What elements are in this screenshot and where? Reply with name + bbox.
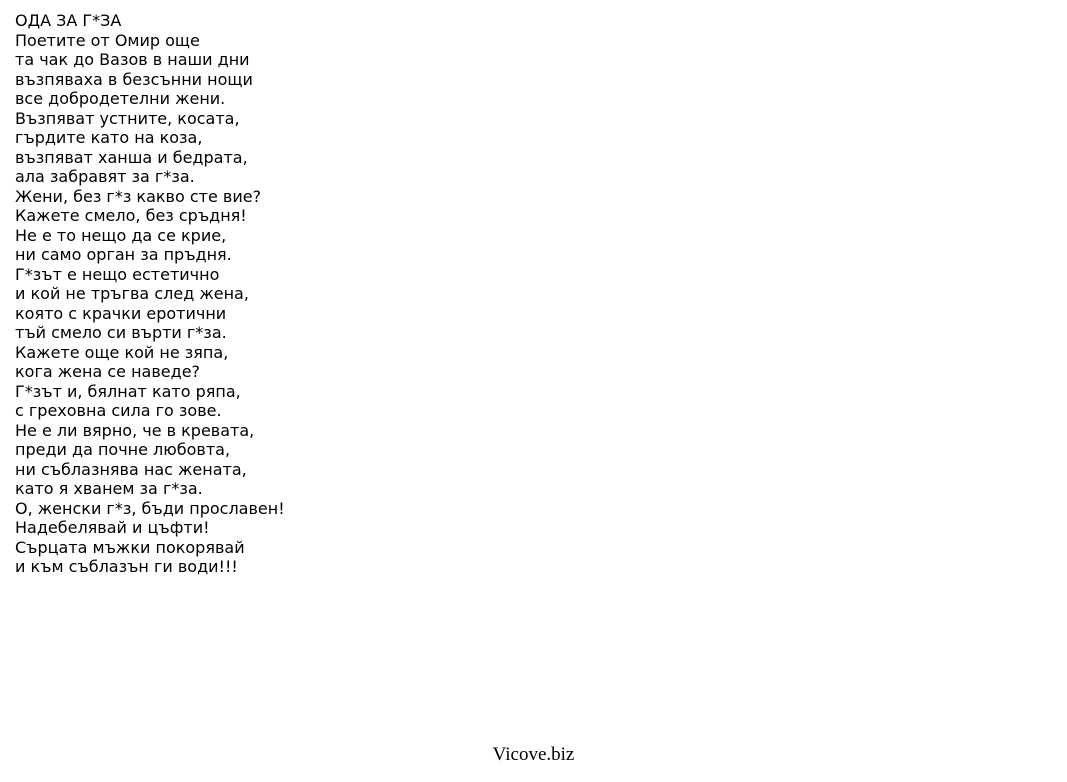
poem <box>15 11 285 577</box>
poem-line: преди да почне любовта, <box>15 440 231 459</box>
poem-line: Г*зът и, бялнат като ряпа, <box>15 381 241 401</box>
poem-line: която с крачки еротични <box>15 303 227 323</box>
poem-line: ни съблазнява нас жената, <box>15 459 247 479</box>
poem-line: тъй смело си върти г*за. <box>15 323 227 342</box>
poem-line: с греховна сила го зове. <box>15 401 222 420</box>
poem-line: Възпяват устните, косата, <box>15 108 240 128</box>
poem-line: Надебелявай и цъфти! <box>15 518 210 537</box>
poem-line: гърдите като на коза, <box>15 128 203 147</box>
poem-line: Кажете смело, без сръдня! <box>15 206 247 225</box>
poem-line: възпяваха в безсънни нощи <box>15 69 253 89</box>
poem-line: Поетите от Омир още <box>15 30 200 50</box>
poem-line: кога жена се наведе? <box>15 362 201 381</box>
poem-line: ала забравят за г*за. <box>15 167 195 186</box>
poem-line: възпяват ханша и бедрата, <box>15 147 248 167</box>
poem-line: Не е то нещо да се крие, <box>15 225 227 245</box>
poem-line: та чак до Вазов в наши дни <box>15 50 250 69</box>
poem-line: Жени, без г*з какво сте вие? <box>15 186 262 206</box>
poem-line: Не е ли вярно, че в кревата, <box>15 420 255 440</box>
poem-line: Сърцата мъжки покорявай <box>15 537 245 557</box>
poem-line: Кажете още кой не зяпа, <box>15 342 229 362</box>
poem-line: и към съблазън ги води!!! <box>15 557 238 576</box>
footer-site-name: Vicove.biz <box>492 744 575 765</box>
poem-line: О, женски г*з, бъди прославен! <box>15 498 285 518</box>
poem-line: все добродетелни жени. <box>15 89 226 108</box>
poem-line: и кой не тръгва след жена, <box>15 284 249 303</box>
poem-line: ни само орган за пръдня. <box>15 245 232 264</box>
poem-line: като я хванем за г*за. <box>15 479 203 498</box>
poem-title: ОДА ЗА Г*ЗА <box>15 11 122 30</box>
poem-line: Г*зът е нещо естетично <box>15 264 220 284</box>
